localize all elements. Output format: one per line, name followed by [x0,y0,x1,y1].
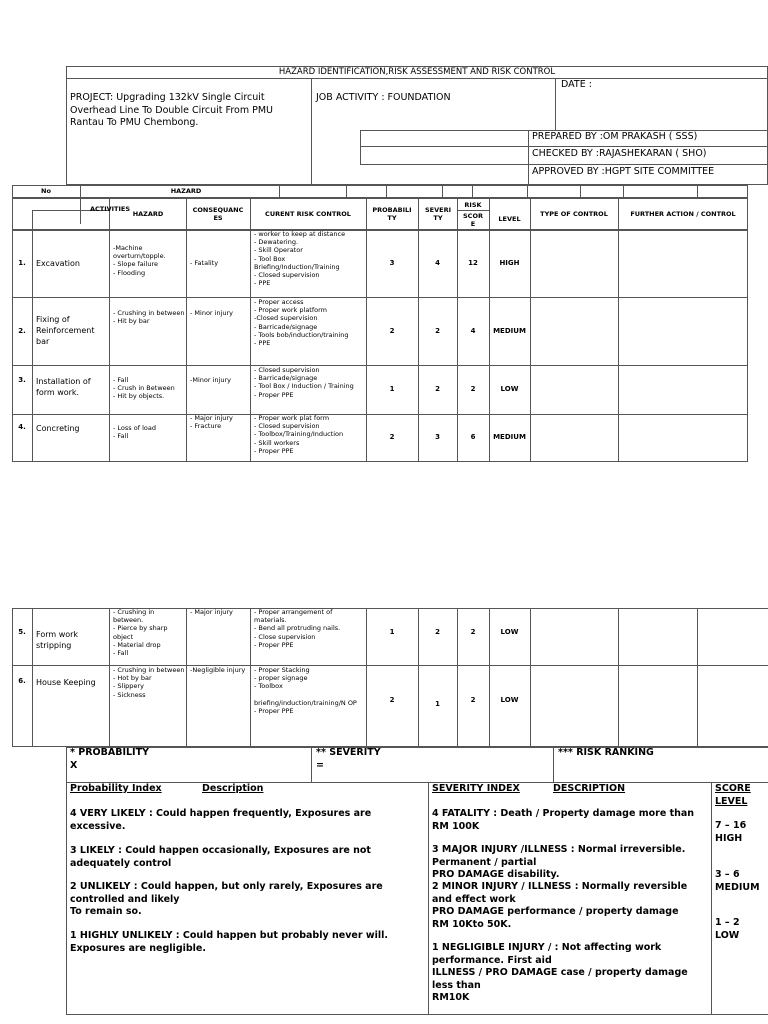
severity-item: 2 MINOR INJURY / ILLNESS : Normally reversible and effect work PRO DAMAGE performance / property damage RM 10Kto 50K. [432,881,688,930]
header-score: SCOR E [463,212,483,228]
strip-hazard-label: HAZARD [170,187,202,195]
approved-by: APPROVED BY :HGPT SITE COMMITTEE [532,166,715,177]
severity-description-label: DESCRIPTION [553,783,626,794]
document-title: HAZARD IDENTIFICATION,RISK ASSESSMENT AND RISK CONTROL [278,67,556,77]
header-type-control: TYPE OF CONTROL [540,210,608,218]
score-level-label: SCORE LEVEL [715,783,751,807]
probability-item: 1 HIGHLY UNLIKELY : Could happen but probably never will. Exposures are negligible. [70,930,388,954]
legend-probability-head: * PROBABILITY X [70,747,149,771]
severity-item: 4 FATALITY : Death / Property damage more than RM 100K [432,808,695,832]
probability-index-label: Probability Index [70,783,162,794]
probability-item: 3 LIKELY : Could happen occasionally, Exposures are not adequately control [70,845,371,869]
score-level-item: 3 – 6 MEDIUM [715,869,760,893]
probability-item: 4 VERY LIKELY : Could happen frequently, Exposures are excessive. [70,808,372,832]
probability-description-label: Description [202,783,264,794]
severity-index-label: SEVERITY INDEX [432,783,520,794]
hazard-strip [12,185,748,198]
header-hazard: HAZARD [132,210,164,218]
strip-no-label: No [41,187,51,195]
header-further-action: FURTHER ACTION / CONTROL [630,210,736,218]
header-consequences: CONSEQUANC ES [192,206,244,222]
header-severity: SEVERI TY [424,206,452,222]
legend-risk-head: *** RISK RANKING [558,747,654,758]
project-text: PROJECT: Upgrading 132kV Single Circuit Overhead Line To Double Circuit From PMU Rantau To PMU Chembong. [70,92,273,128]
job-activity: JOB ACTIVITY : FOUNDATION [316,92,451,103]
severity-item: 1 NEGLIGIBLE INJURY / : Not affecting work performance. First aid ILLNESS / PRO DAMAGE case / property damage less than RM10K [432,942,688,1003]
score-level-item: 7 – 16 HIGH [715,820,747,844]
date-label: DATE : [561,79,592,90]
score-level-item: 1 – 2 LOW [715,917,740,941]
prepared-by: PREPARED BY :OM PRAKASH ( SSS) [532,131,698,142]
header-level: LEVEL [498,215,521,223]
probability-item: 2 UNLIKELY : Could happen, but only rarely, Exposures are controlled and likely To remain so. [70,881,383,917]
header-current-control: CURENT RISK CONTROL [265,210,351,218]
header-risk: RISK [464,201,482,209]
header-probability: PROBABILI TY [372,206,412,222]
legend-severity-head: ** SEVERITY = [316,747,381,771]
header-activities: ACTIVITIES [89,205,131,213]
severity-item: 3 MAJOR INJURY /ILLNESS : Normal irreversible. Permanent / partial PRO DAMAGE disability. [432,844,686,880]
checked-by: CHECKED BY :RAJASHEKARAN ( SHO) [532,148,707,159]
